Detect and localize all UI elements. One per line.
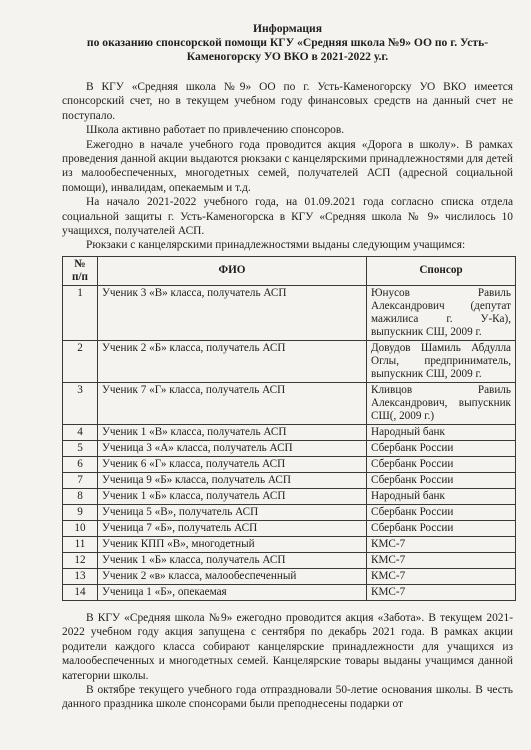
table-row xyxy=(63,424,516,440)
table-row xyxy=(63,285,516,340)
row-sponsor: КМС-7 xyxy=(367,536,516,552)
row-sponsor: Кливцов Равиль Александрович, выпускник СШ(, 2009 г.) xyxy=(367,382,516,424)
row-sponsor: Юнусов Равиль Александрович (депутат мажилиса г. У-Ка), выпускник СШ, 2009 г. xyxy=(367,285,516,340)
table-row xyxy=(63,568,516,584)
row-student: Ученик 6 «Г» класса, получатель АСП xyxy=(98,456,367,472)
header-sponsor: Спонсор xyxy=(367,256,516,285)
table-row xyxy=(63,456,516,472)
title-line-2: по оказанию спонсорской помощи КГУ «Средняя школа №9» ОО по г. Усть- xyxy=(86,36,489,49)
row-sponsor: Сбербанк России xyxy=(367,456,516,472)
paragraph-prefix: Ежегодно xyxy=(86,138,134,151)
table-row xyxy=(63,488,516,504)
row-student: Ученик 1 «Б» класса, получатель АСП xyxy=(98,552,367,568)
table-row xyxy=(63,504,516,520)
row-student: Ученик 7 «Г» класса, получатель АСП xyxy=(98,382,367,424)
document-title xyxy=(62,22,513,64)
row-sponsor: Сбербанк России xyxy=(367,520,516,536)
table-row xyxy=(63,520,516,536)
row-student: Ученик 3 «В» класса, получатель АСП xyxy=(98,285,367,340)
header-fio: ФИО xyxy=(98,256,367,285)
row-number: 14 xyxy=(63,584,98,600)
header-num: № п/п xyxy=(63,256,98,285)
paragraph-road-body: в начале учебного года проводится акция «Дорога в школу». В рамках проведения данной акции выдаются рюкзаки с канцелярскими принадлежностями для детей из малообеспеченных, многодетных семей, получателей АСП (адресной социальной помощи), инвалидам, опекаемым и т.д. xyxy=(62,138,513,194)
row-sponsor: КМС-7 xyxy=(367,568,516,584)
row-sponsor: КМС-7 xyxy=(367,584,516,600)
row-sponsor: Народный банк xyxy=(367,488,516,504)
paragraph-zabota: В КГУ «Средняя школа №9» ежегодно проводится акция «Забота». В текущем 2021-2022 учебном году акция запущена с сентября по декабрь 2021 года. В рамках акции родители каждого класса собирают канцелярские принадлежности для учащихся из малообеспеченных и многодетных семей. Канцелярские товары выданы учащимся данной категории школы. xyxy=(62,611,513,682)
row-number: 10 xyxy=(63,520,98,536)
table-row xyxy=(63,584,516,600)
row-number: 7 xyxy=(63,472,98,488)
row-number: 12 xyxy=(63,552,98,568)
row-number: 11 xyxy=(63,536,98,552)
paragraph-road-to-school xyxy=(62,138,513,196)
row-number: 3 xyxy=(63,382,98,424)
row-number: 2 xyxy=(63,340,98,382)
row-student: Ученица 3 «А» класса, получатель АСП xyxy=(98,440,367,456)
table-row xyxy=(63,472,516,488)
row-student: Ученик 2 «Б» класса, получатель АСП xyxy=(98,340,367,382)
paragraph-sponsor-account: В КГУ «Средняя школа №9» ОО по г. Усть-Каменогорску УО ВКО имеется спонсорский счет, но в текущем учебном году финансовых средств на данный счет не поступало. xyxy=(62,81,513,122)
sponsors-table xyxy=(62,256,516,601)
row-student: Ученик КПП «В», многодетный xyxy=(98,536,367,552)
paragraph-anniversary: В октябре текущего учебного года отпраздновали 50-летие основания школы. В честь данного праздника школе спонсорами были преподнесены подарки от xyxy=(62,683,513,711)
row-sponsor: Народный банк xyxy=(367,424,516,440)
table-row xyxy=(63,340,516,382)
row-number: 9 xyxy=(63,504,98,520)
row-sponsor: Сбербанк России xyxy=(367,472,516,488)
table-header-row xyxy=(63,256,516,285)
row-number: 13 xyxy=(63,568,98,584)
row-student: Ученик 1 «Б» класса, получатель АСП xyxy=(98,488,367,504)
row-number: 6 xyxy=(63,456,98,472)
paragraph-sponsor-work: Школа активно работает по привлечению спонсоров. xyxy=(86,124,345,137)
row-student: Ученица 7 «Б», получатель АСП xyxy=(98,520,367,536)
row-student: Ученик 1 «В» класса, получатель АСП xyxy=(98,424,367,440)
row-sponsor: Сбербанк России xyxy=(367,504,516,520)
row-number: 5 xyxy=(63,440,98,456)
title-line-1: Информация xyxy=(252,22,323,35)
table-row xyxy=(63,440,516,456)
row-student: Ученица 1 «Б», опекаемая xyxy=(98,584,367,600)
table-row xyxy=(63,536,516,552)
paragraph-asp-count: На начало 2021-2022 учебного года, на 01.09.2021 года согласно списка отдела социальной защиты г. Усть-Каменогорска в КГУ «Средняя школа № 9» числилось 10 учащихся, получателей АСП. xyxy=(62,196,513,238)
row-number: 8 xyxy=(63,488,98,504)
row-student: Ученик 2 «в» класса, малообеспеченный xyxy=(98,568,367,584)
row-number: 1 xyxy=(63,285,98,340)
row-student: Ученица 5 «В», получатель АСП xyxy=(98,504,367,520)
row-number: 4 xyxy=(63,424,98,440)
table-row xyxy=(63,552,516,568)
title-line-3: Каменогорску УО ВКО в 2021-2022 у.г. xyxy=(186,50,389,63)
row-student: Ученица 9 «Б» класса, получатель АСП xyxy=(98,472,367,488)
row-sponsor: Довудов Шамиль Абдулла Оглы, предприниматель, выпускник СШ, 2009 г. xyxy=(367,340,516,382)
table-row xyxy=(63,382,516,424)
row-sponsor: КМС-7 xyxy=(367,552,516,568)
row-sponsor: Сбербанк России xyxy=(367,440,516,456)
paragraph-table-intro: Рюкзаки с канцелярскими принадлежностями выданы следующим учащимся: xyxy=(86,239,466,252)
